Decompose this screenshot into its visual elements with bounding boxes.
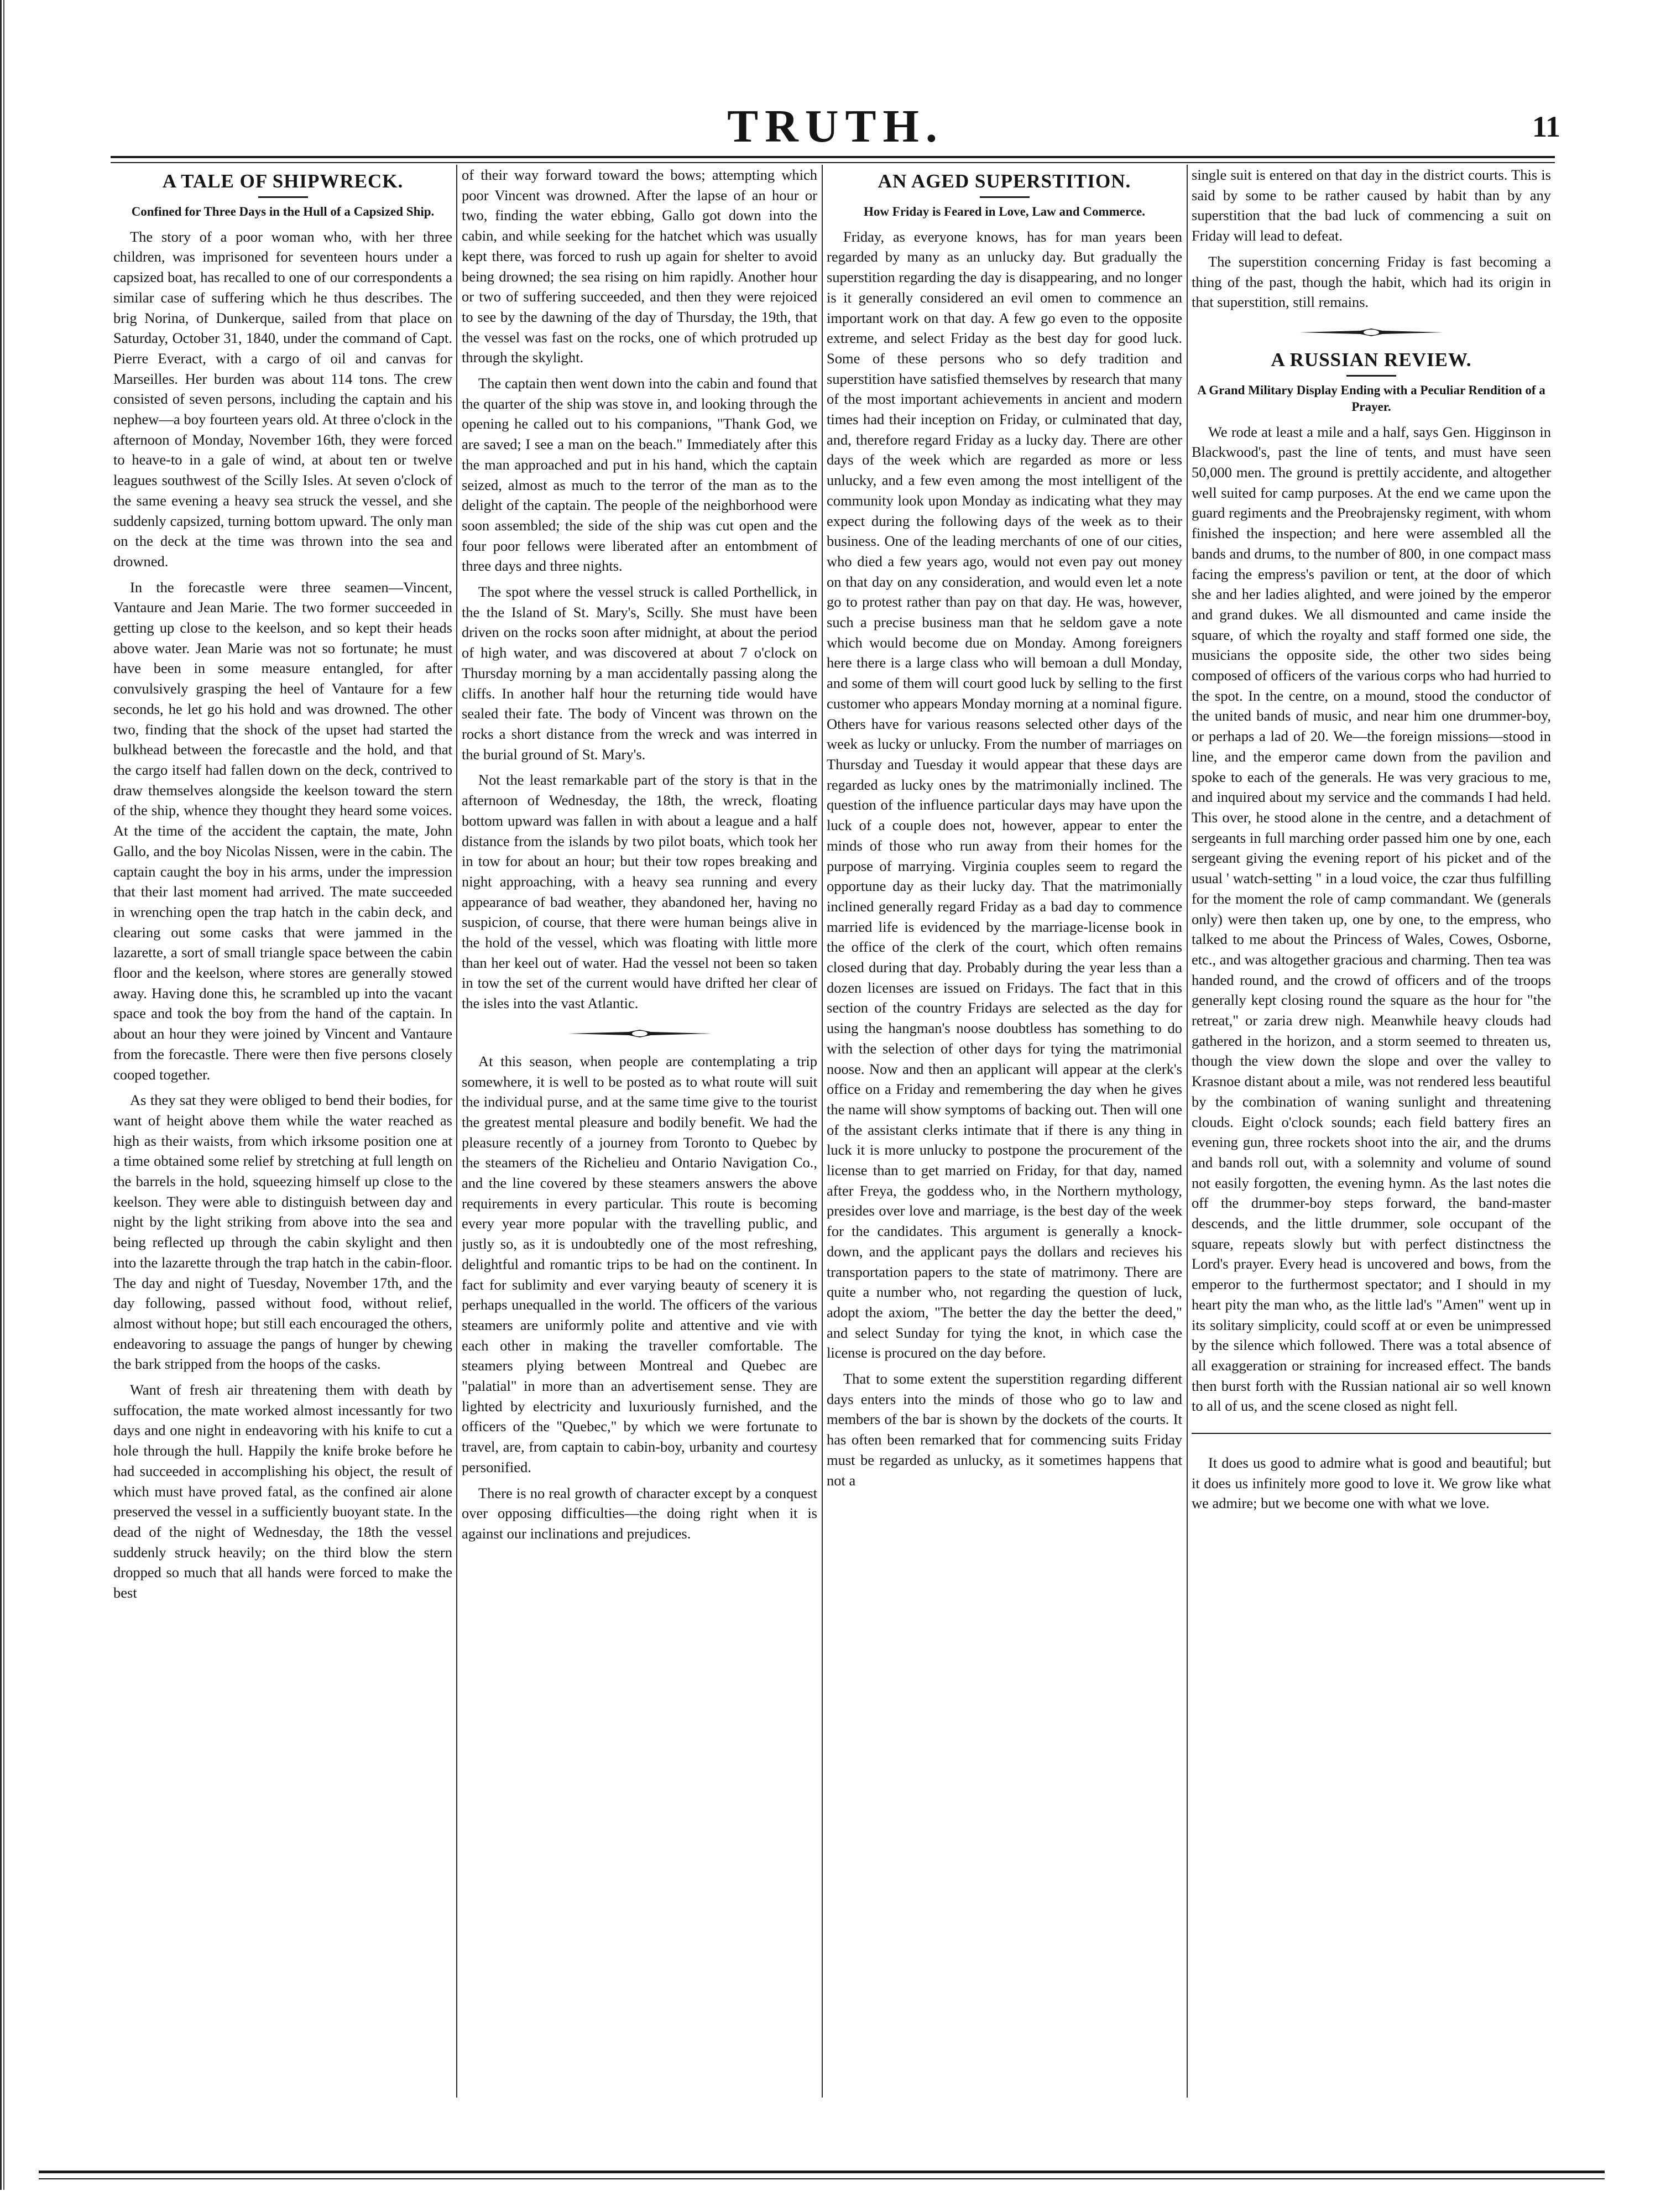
page-number: 11 [1532, 110, 1560, 143]
shipwreck-paragraph: The captain then went down into the cabin and found that the quarter of the ship was stove in, and looking through the opening he called out to his companions, "Thank God, we are saved; I see a man on the beach." Immediately after this the man approached and put in his hand, which the captain seized, almost as much to the terror of the man as to the delight of the captain. The people of the neighborhood were soon assembled; the side of the ship was cut open and the four poor fellows were liberated after an entombment of three days and three nights. [462, 375, 817, 575]
column-divider [1187, 165, 1188, 2098]
section-ornament [568, 1029, 712, 1038]
column-divider [456, 165, 457, 2098]
russian-review-paragraph: We rode at least a mile and a half, says Gen. Higginson in Blackwood's, past the line of tents, and must have seen 50,000 men. The ground is prettily accidente, and altogether well suited for camp purposes. At the end we came upon the guard regiments and the Preobrajensky regiment, with whom finished the inspection; and here were assembled all the bands and drums, to the number of 800, in one compact mass facing the empress's pavilion or tent, at the door of which she and her ladies alighted, and were joined by the emperor and grand dukes. We all dismounted and came inside the square, of which the royalty and staff formed one side, the musicians the opposite side, the other two sides being composed of officers of the various corps who had hurried to the spot. In the centre, on a mound, stood the conductor of the united bands of music, and near him one drummer-boy, or perhaps a lad of 20. We—the foreign missions—stood in line, and the emperor came down from the pavilion and spoke to each of the generals. He was very gracious to me, and inquired about my service and the commands I had held. This over, he stood alone in the centre, and a detachment of sergeants in full marching order passed him one by one, each sergeant giving the evening report of his picket and of the usual ' watch-setting " in a loud voice, the czar thus fulfilling for the moment the role of camp commandant. We (generals only) were then taken up, one by one, to the empress, who talked to me about the Princess of Wales, Cowes, Osborne, etc., and was altogether gracious and charming. Then tea was handed round, and the crowd of officers and of the troops generally kept closing round the square as the hour for "the retreat," or zaria drew nigh. Meanwhile heavy clouds had gathered in the horizon, and a storm seemed to threaten us, though the view down the slope and over the valley to Krasnoe distant about a mile, was not rendered less beautiful by the combination of waning sunlight and threatening clouds. Eight o'clock sounds; each field battery fires an evening gun, three rockets shoot into the air, and the drums and bands roll out, with a solemnity and volume of sound not easily forgotten, the evening hymn. As the last notes die off the drummer-boy steps forward, the band-master descends, and the little drummer, sole occupant of the square, repeats slowly but with perfect distinctness the Lord's prayer. Every head is uncovered and bows, from the emperor to the furthermost spectator; and I should in my heart pity the man who, as the little lad's "Amen" went up in its solitary simplicity, could scoff at or even be unimpressed by the silence which followed. There was a total absence of all exaggeration or straining for increased effect. The bands then burst forth with the Russian national air so well known to all of us, and the scene closed as night fell. [1192, 423, 1551, 1415]
superstition-paragraph: The superstition concerning Friday is fast becoming a thing of the past, though the habit, which had its origin in that superstition, still remains. [1192, 253, 1551, 311]
character-paragraph: There is no real growth of character except by a conquest over opposing difficulties—the doing right when it is against our inclinations and prejudices. [462, 1484, 817, 1542]
shipwreck-headline: A TALE OF SHIPWRECK. [162, 170, 404, 192]
superstition-subhead: How Friday is Feared in Love, Law and Commerce. [864, 204, 1145, 218]
masthead [111, 100, 1560, 160]
travel-paragraph: At this season, when people are contemplating a trip somewhere, it is well to be posted as to what route will suit the individual purse, and at the same time give to the tourist the greatest mental pleasure and bodily benefit. We had the pleasure recently of a journey from Toronto to Quebec by the steamers of the Richelieu and Ontario Navigation Co., and the line covered by these steamers answers the above requirements in every particular. This route is becoming every year more popular with the travelling public, and justly so, as it is undoubtedly one of the most refreshing, delightful and romantic trips to be had on the continent. In fact for sublimity and ever varying beauty of scenery it is perhaps unequalled in the world. The officers of the various steamers are uniformly polite and attentive and vie with each other in making the traveller comfortable. The steamers plying between Montreal and Quebec are "palatial" in more than an advertisement sense. They are lighted by electricity and luxuriously furnished, and the officers of the "Quebec," by which we were fortunate to travel, are, from captain to cabin-boy, urbanity and courtesy personified. [462, 1052, 817, 1475]
superstition-headline: AN AGED SUPERSTITION. [878, 170, 1131, 192]
newspaper-title: TRUTH. [727, 101, 944, 152]
superstition-paragraph: That to some extent the superstition regarding different days enters into the minds of those who go to law and members of the bar is shown by the dockets of the courts. It has often been remarked that for commencing suits Friday must be regarded as unlucky, as it sometimes happens that not a [827, 1370, 1182, 1489]
russian-review-subhead: A Grand Military Display Ending with a Peculiar Rendition of a Prayer. [1197, 383, 1545, 414]
headline-rule [1346, 375, 1396, 377]
shipwreck-paragraph: of their way forward toward the bows; attempting which poor Vincent was drowned. After the lapse of an hour or two, finding the water ebbing, Gallo got down into the cabin, and while seeking for the hatchet which was usually kept there, was forced to rush up again for shelter to avoid being drowned; the sea rising on him rapidly. Another hour or two of suffering succeeded, and then they were rejoiced to see by the dawning of the day of Thursday, the 19th, that the vessel was fast on the rocks, one of which protruded up through the skylight. [462, 166, 817, 366]
shipwreck-paragraph: The spot where the vessel struck is called Porthellick, in the the Island of St. Mary's, Scilly. She must have been driven on the rocks soon after midnight, at about the period of high water, and was discovered at about 7 o'clock on Thursday morning by a man accidentally passing along the cliffs. In another half hour the returning tide would have sealed their fate. The body of Vincent was thrown on the rocks a short distance from the wreck and was interred in the burial ground of St. Mary's. [462, 583, 817, 763]
column-2 [462, 165, 817, 2098]
page-columns [113, 165, 1551, 2098]
russian-review-headline: A RUSSIAN REVIEW. [1271, 348, 1472, 371]
column-4 [1192, 165, 1551, 2098]
shipwreck-paragraph: The story of a poor woman who, with her three children, was imprisoned for seventeen hours under a capsized boat, has recalled to one of our correspondents a similar case of suffering which he thus describes. The brig Norina, of Dunkerque, sailed from that place on Saturday, October 31, 1840, under the command of Capt. Pierre Everact, with a cargo of oil and canvas for Marseilles. Her burden was about 114 tons. The crew consisted of seven persons, including the captain and his nephew—a boy fourteen years old. At three o'clock in the afternoon of Monday, November 16th, they were forced to heave-to in a gale of wind, at about ten or twelve leagues southwest of the Scilly Isles. At seven o'clock of the same evening a heavy sea struck the vessel, and she suddenly capsized, turning bottom upward. The only man on the deck at the time was thrown into the sea and drowned. [113, 228, 452, 570]
header-rule [111, 156, 1555, 163]
shipwreck-paragraph: As they sat they were obliged to bend their bodies, for want of height above them while the water reached as high as their waists, from which irksome position one at a time obtained some relief by stretching at full length on the barrels in the hold, squeezing himself up close to the keelson. They were able to distinguish between day and night by the light striking from above into the sea and being reflected up through the cabin skylight and then into the lazarette through the trap hatch in the cabin-floor. The day and night of Tuesday, November 17th, and the day following, passed without food, without relief, almost without hope; but still each encouraged the others, endeavoring to assuage the pangs of hunger by chewing the bark stripped from the hoops of the casks. [113, 1092, 452, 1373]
column-1 [113, 165, 452, 2098]
superstition-paragraph: Friday, as everyone knows, has for man years been regarded by many as an unlucky day. But gradually the superstition regarding the day is disappearing, and no longer is it generally considered an evil omen to commence an important work on that day. A few go even to the opposite extreme, and select Friday as the best day for good luck. Some of these persons who so defy tradition and superstition have satisfied themselves by research that many of the most important achievements in ancient and modern times had their inception on Friday, or culminated that day, and, therefore regard Friday as a lucky day. There are other days of the week which are regarded as more or less unlucky, and a few even among the most intelligent of the community look upon Monday as indicating what they may expect during the following days of the week as to their business. One of the leading merchants of one of our cities, who died a few years ago, would not even pay out money on that day on any consideration, and would even let a note go to protest rather than pay on that day. He was, however, such a precise business man that he seldom gave a note which would become due on Monday. Among foreigners here there is a large class who will bemoan a dull Monday, and some of them will court good luck by selling to the first customer who appears Monday morning at a nominal figure. Others have for various reasons selected other days of the week as lucky or unlucky. From the number of marriages on Thursday and Tuesday it would appear that these days are regarded as lucky ones by the matrimonially inclined. The question of the influence particular days may have upon the luck of a couple does not, however, appear to enter the minds of those who run away from their homes for the purpose of marrying. Virginia couples seem to regard the opportune day as their lucky day. That the matrimonially inclined generally regard Friday as a bad day to commence married life is evidenced by the marriage-license book in the office of the clerk of the court, which often remains closed during that day. Probably during the year less than a dozen licenses are issued on Fridays. The fact that in this section of the country Fridays are selected as the day for using the hangman's noose doubtless has something to do with the selection of other days for tying the matrimonial noose. Now and then an applicant will appear at the clerk's office on a Friday and remembering the day when he gives the name will show symptoms of backing out. Then will one of the assistant clerks intimate that if there is any thing in luck it is more unlucky to postpone the procurement of the license than to get married on Friday, for that day, named after Freya, the goddess who, in the Northern mythology, presides over love and marriage, is the best day of the week for the candidates. This argument is generally a knock-down, and the applicant pays the dollars and recieves his transportation papers to the state of matrimony. There are quite a number who, not regarding the question of luck, adopt the axiom, "The better the day the better the deed," and select Sunday for tying the knot, in which case the license is procured on the day before. [827, 228, 1182, 1361]
column-3 [827, 165, 1182, 2098]
page-edge-rule [0, 0, 6, 2190]
shipwreck-paragraph: Not the least remarkable part of the story is that in the afternoon of Wednesday, the 18th, the wreck, floating bottom upward was fallen in with about a league and a half distance from the islands by two pilot boats, which took her in tow for about an hour; but their tow ropes breaking and night approaching, with a heavy sea running and every appearance of bad weather, they abandoned her, having no suspicion, of course, that there were human beings alive in the hold of the vessel, which was floating with little more than her keel out of water. Had the vessel not been so taken in tow the set of the current would have drifted her clear of the isles into the vast Atlantic. [462, 771, 817, 1012]
shipwreck-subhead: Confined for Three Days in the Hull of a Capsized Ship. [131, 204, 435, 218]
shipwreck-paragraph: In the forecastle were three seamen—Vincent, Vantaure and Jean Marie. The two former succeeded in getting up close to the keelson, and so kept their heads above water. Jean Marie was not so fortunate; he must have been in some measure entangled, for after convulsively grasping the heel of Vantaure for a few seconds, he let go his hold and was drowned. The other two, finding that the shock of the upset had started the bulkhead between the forecastle and the hold, and that the cargo itself had fallen down on the deck, contrived to draw themselves alongside the keelson toward the stern of the ship, whence they thought they heard some voices. At the time of the accident the captain, the mate, John Gallo, and the boy Nicolas Nissen, were in the cabin. The captain caught the boy in his arms, under the impression that their last moment had arrived. The mate succeeded in wrenching open the trap hatch in the cabin deck, and clearing out some casks that were jammed in the lazarette, a sort of small triangle space between the cabin floor and the keelson, where stores are generally stowed away. Having done this, he scrambled up into the vacant space and took the boy from the hand of the captain. In about an hour they were joined by Vincent and Vantaure from the forecastle. There were then five persons closely cooped together. [113, 578, 452, 1083]
superstition-paragraph: single suit is entered on that day in the district courts. This is said by some to be rather caused by habit than by any superstition that the bad luck of commencing a suit on Friday will lead to defeat. [1192, 166, 1551, 244]
section-divider [1192, 1433, 1551, 1434]
footer-rule [39, 2171, 1605, 2179]
headline-rule [258, 196, 308, 198]
section-ornament [1299, 328, 1443, 337]
column-divider [822, 165, 823, 2098]
closing-paragraph: It does us good to admire what is good and beautiful; but it does us infinitely more good to love it. We grow like what we admire; but we become one with what we love. [1192, 1454, 1551, 1512]
shipwreck-paragraph: Want of fresh air threatening them with death by suffocation, the mate worked almost incessantly for two days and one night in endeavoring with his knife to cut a hole through the hull. Happily the knife broke before he had succeeded in accomplishing his object, the result of which must have proved fatal, as the confined air alone preserved the vessel in a sufficiently buoyant state. In the dead of the night of Wednesday, the 18th the vessel suddenly struck heavily; on the third blow the stern dropped so much that all hands were forced to make the best [113, 1381, 452, 1601]
headline-rule [980, 196, 1030, 198]
